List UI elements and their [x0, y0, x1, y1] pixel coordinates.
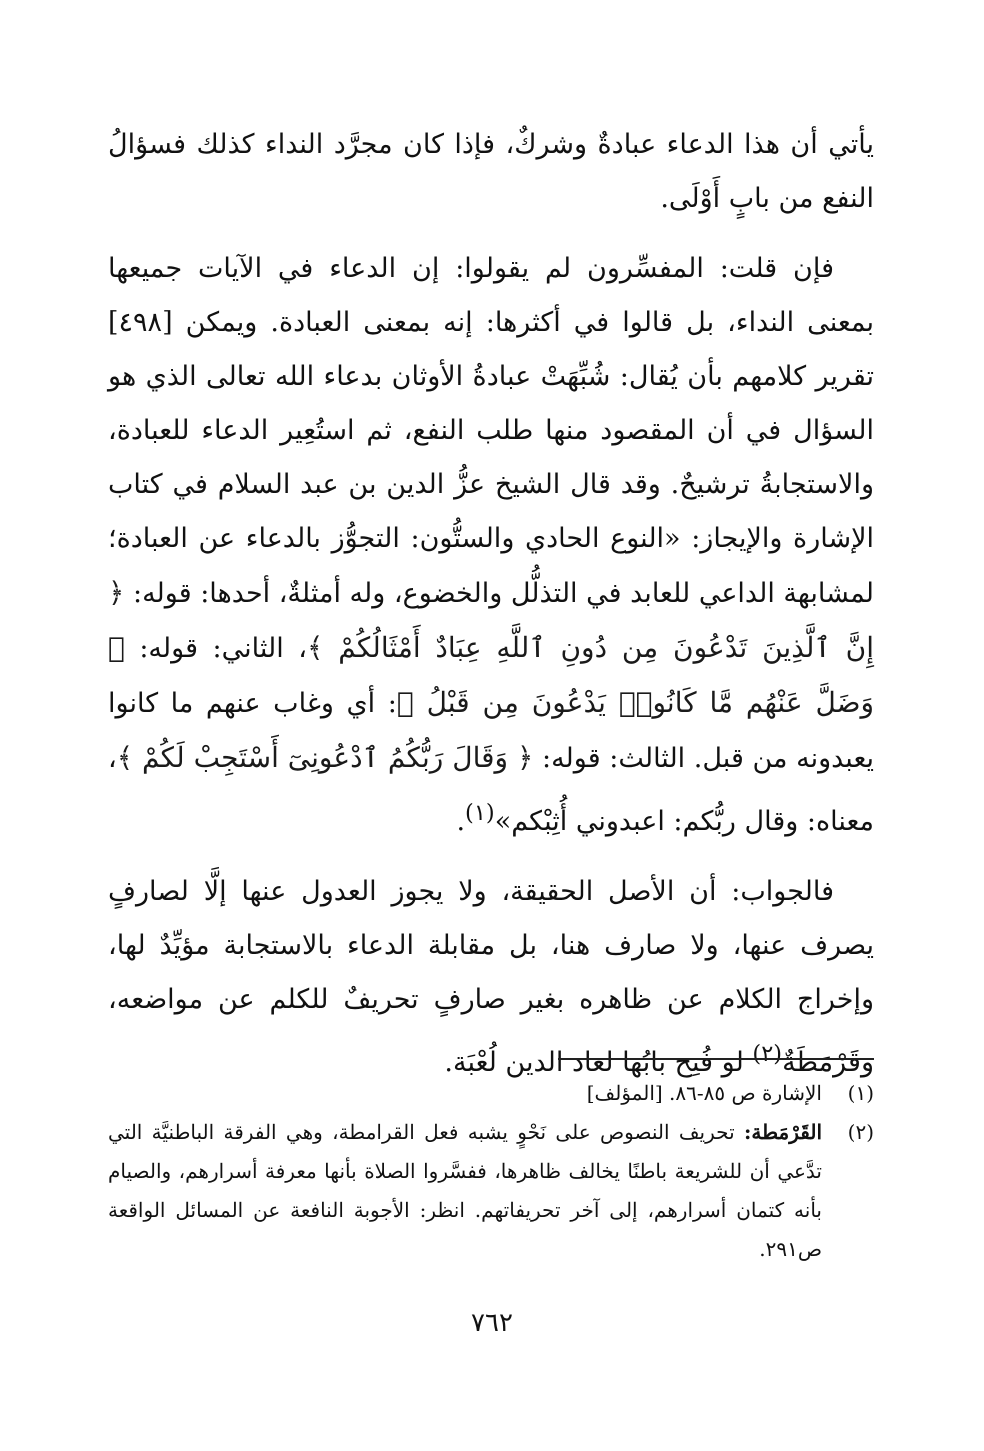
- footnote-1: [108, 1074, 874, 1113]
- paragraph-1: [108, 118, 874, 226]
- paragraph-3-text-2: لو فُتِح بابُها لعاد الدين لُعْبَة.: [444, 1047, 753, 1078]
- paragraph-2-text-3: : أي وغاب عنهم ما كانوا يعبدونه من قبل. الثالث: قوله:: [108, 688, 874, 774]
- page-number: ٧٦٢: [471, 1308, 513, 1338]
- footnote-ref-1[interactable]: (١): [465, 800, 495, 826]
- paragraph-2-text-2: ، الثاني: قوله:: [124, 633, 307, 664]
- quran-verse-2: ﴿ وَضَلَّ عَنْهُم مَّا كَانُوا۟ يَدْعُونَ مِن قَبْلُ ﴾: [108, 631, 874, 719]
- footnote-divider: [558, 1058, 874, 1060]
- paragraph-1-text: يأتي أن هذا الدعاء عبادةٌ وشركٌ، فإذا كان مجرَّد النداء كذلك فسؤالُ النفع من بابٍ أَوْلَى.: [108, 129, 874, 214]
- paragraph-2-text-1: فإن قلت: المفسِّرون لم يقولوا: إن الدعاء في الآيات جميعها بمعنى النداء، بل قالوا في أكثرها: إنه بمعنى العبادة. ويمكن [٤٩٨] تقرير كلامهم بأن يُقال: شُبِّهَتْ عبادةُ الأوثان بدعاء الله تعالى الذي هو السؤال في أن المقصود منها طلب النفع، ثم استُعِير الدعاء للعبادة، والاستجابةُ ترشيحٌ. وقد قال الشيخ عزُّ الدين بن عبد السلام في كتاب الإشارة والإيجاز: «النوع الحادي والستُّون: التجوُّز بالدعاء عن العبادة؛ لمشابهة الداعي للعابد في التذلُّل والخضوع، وله أمثلةٌ، أحدها: قوله:: [108, 253, 874, 609]
- footnote-1-number: (١): [847, 1081, 874, 1105]
- quran-verse-1: ﴿ إِنَّ ٱلَّذِينَ تَدْعُونَ مِن دُونِ ٱللَّهِ عِبَادٌ أَمْثَالُكُمْ ﴾: [107, 576, 875, 664]
- paragraph-gap: [108, 226, 874, 242]
- footnote-ref-2[interactable]: (٢): [752, 1041, 783, 1067]
- paragraph-3-text-1: فالجواب: أن الأصل الحقيقة، ولا يجوز العدول عنها إلَّا لصارفٍ يصرف عنها، ولا صارف هنا، بل مقابلة الدعاء بالاستجابة مؤيِّدٌ لها، وإخراج الكلام عن ظاهره بغير صارفٍ تحريفٌ للكلم عن مواضعه، وقَرْمَطَةٌ: [108, 876, 874, 1078]
- paragraph-gap: [108, 849, 874, 865]
- footnote-2-number: (٢): [847, 1120, 874, 1144]
- paragraph-2-text-4: ، معناه: وقال ربُّكم: اعبدوني أُثِبْكم»: [108, 743, 874, 837]
- main-text-block: [108, 118, 874, 1090]
- paragraph-2: [108, 242, 874, 849]
- footnote-2-text: تحريف النصوص على نَحْوٍ يشبه فعل القرامطة، وهي الفرقة الباطنيَّة التي تدَّعي أن للشريعة باطنًا يخالف ظاهرها، ففسَّروا الصلاة بأنها معرفة أسرارهم، والصيام بأنه كتمان أسرارهم، إلى آخر تحريفاتهم. انظر: الأجوبة النافعة عن المسائل الواقعة ص٢٩١.: [108, 1120, 822, 1261]
- footnotes-block: [108, 1074, 874, 1269]
- footnote-1-text: الإشارة ص ٨٥-٨٦. [المؤلف]: [586, 1081, 822, 1105]
- quran-verse-3: ﴿ وَقَالَ رَبُّكُمُ ٱدْعُونِىٓ أَسْتَجِبْ لَكُمْ ﴾: [116, 741, 534, 774]
- footnote-2-label: القَرْمَطة:: [743, 1120, 822, 1144]
- paragraph-2-text-5: .: [456, 806, 466, 837]
- paragraph-3: [108, 865, 874, 1090]
- footnote-2: [108, 1113, 874, 1269]
